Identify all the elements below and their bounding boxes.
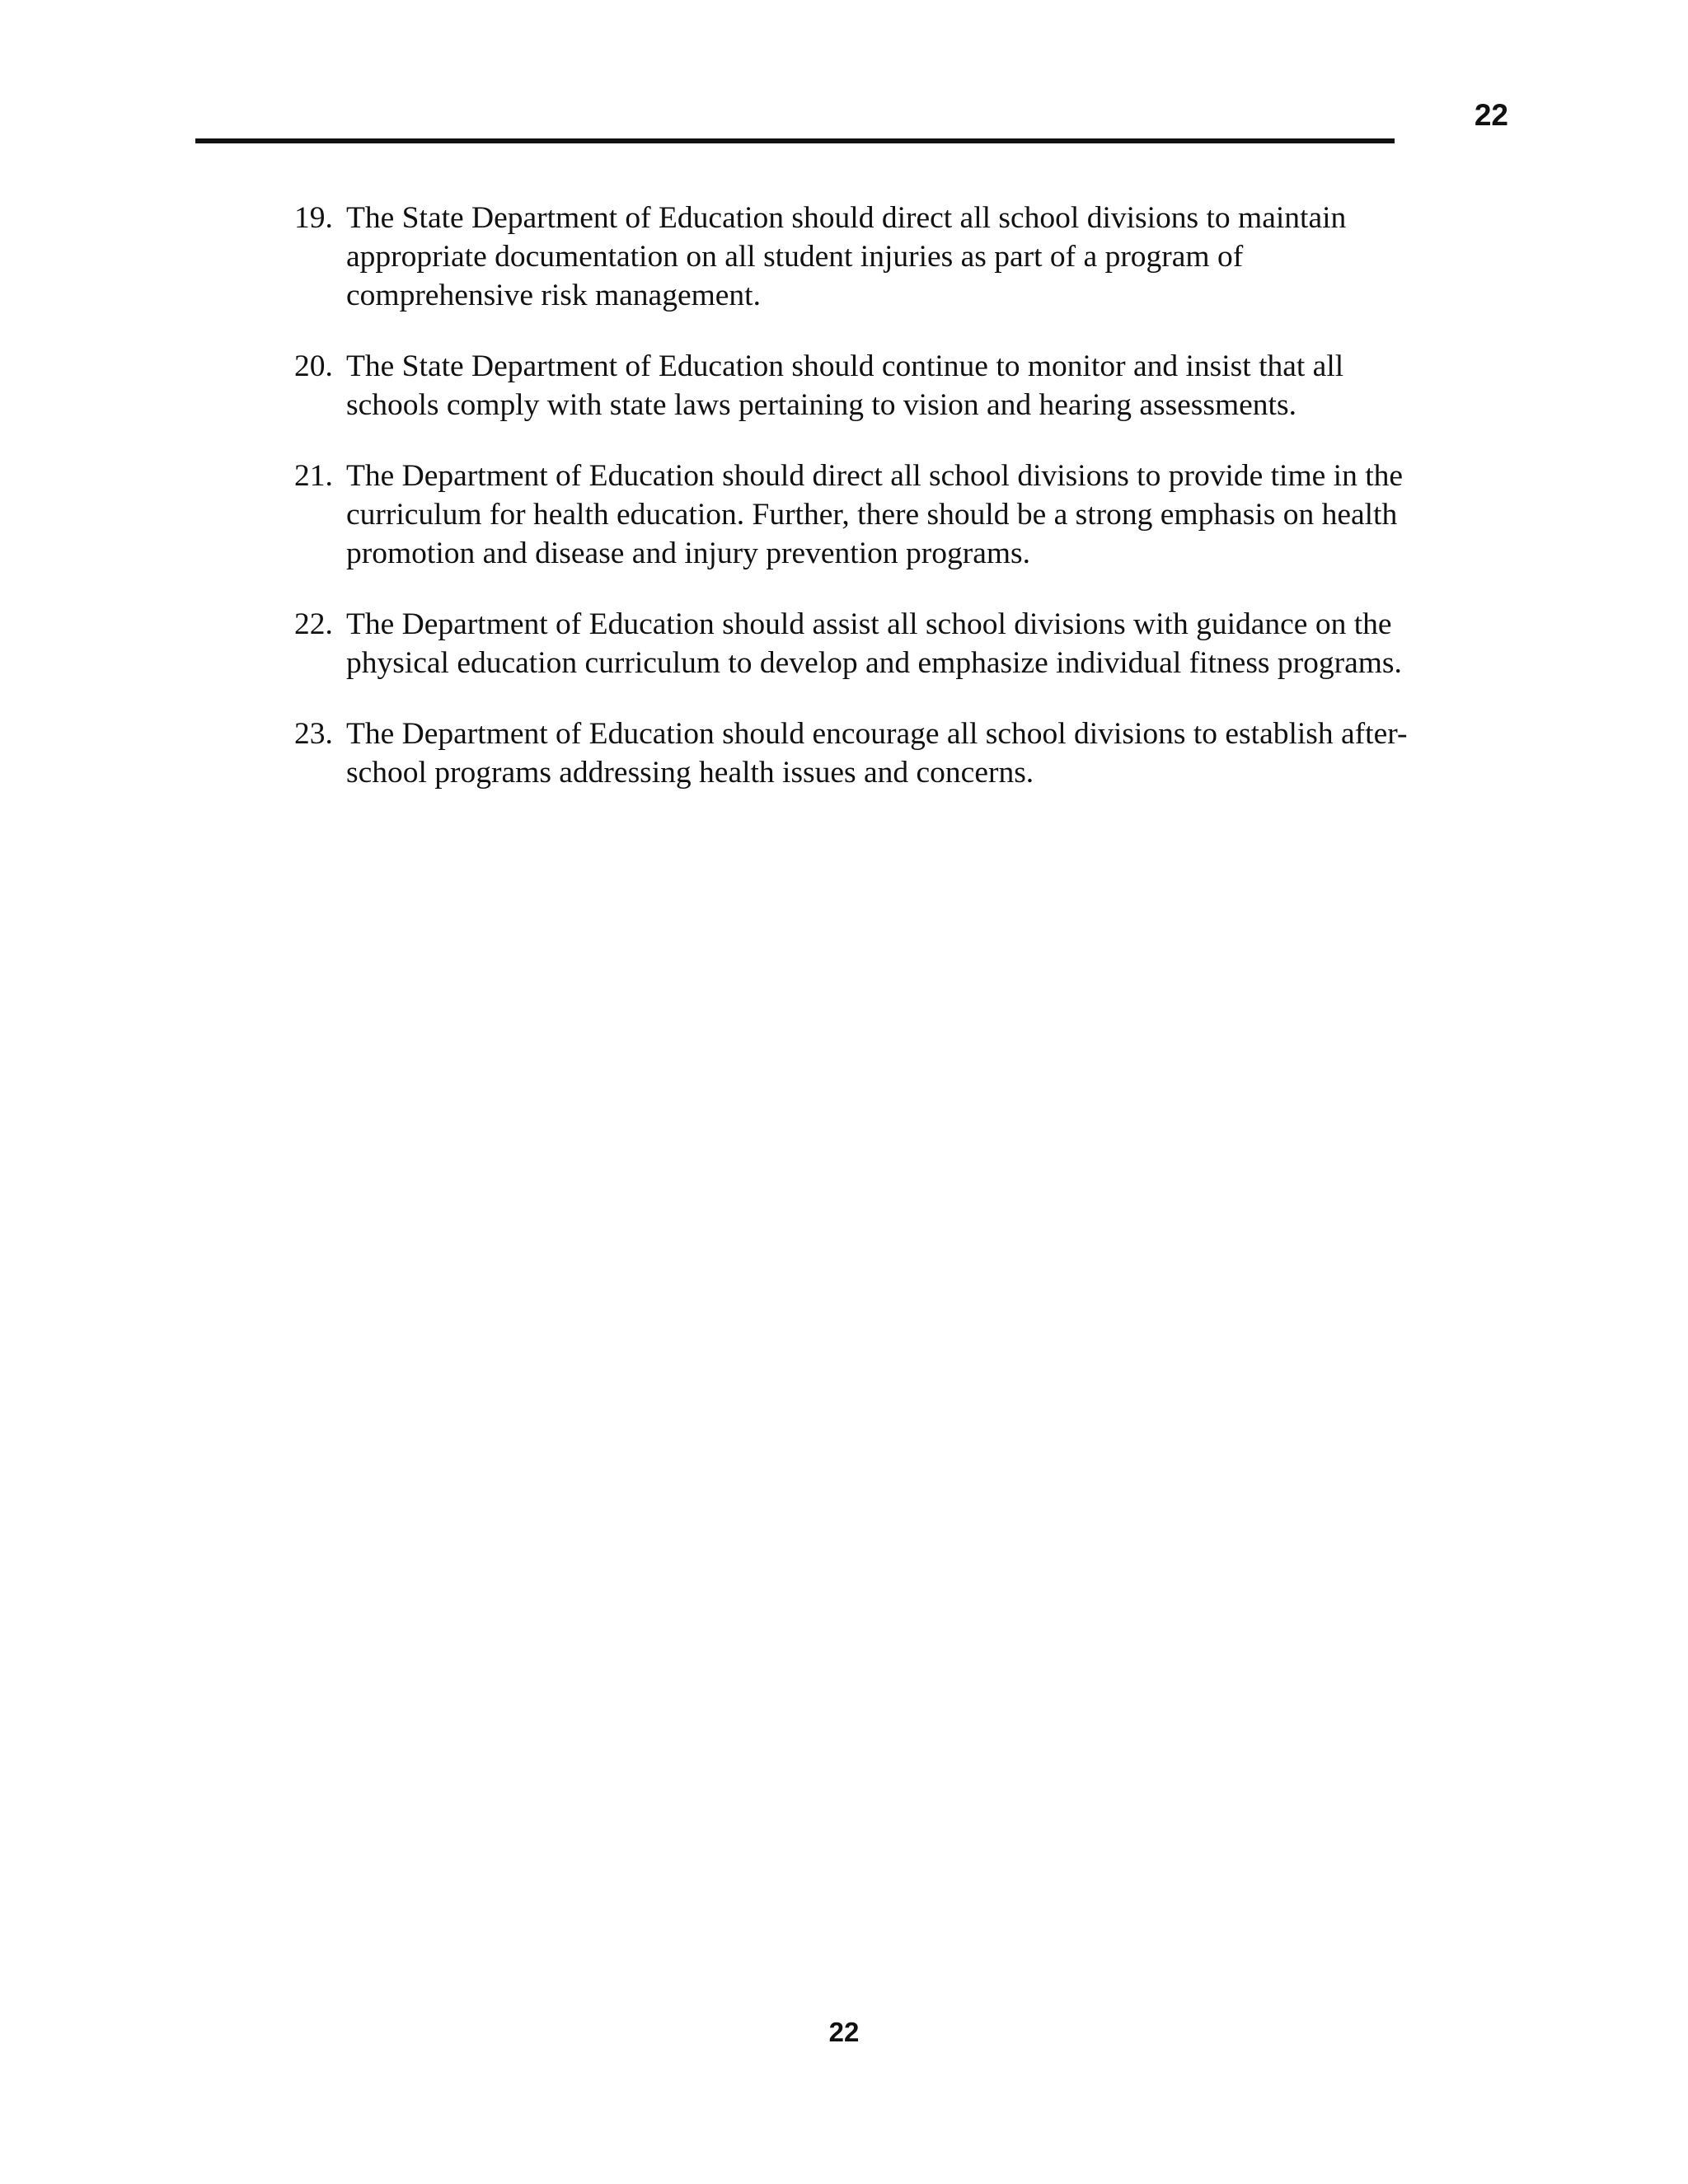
recommendation-text-line: The Department of Education should direct all school divisions to provide time in the [346, 459, 1404, 493]
recommendation-text-line: curriculum for health education. Further, there should be a strong emphasis on health [346, 498, 1398, 532]
recommendation-number: 20. [294, 349, 333, 383]
recommendation-item [294, 715, 1506, 792]
recommendation-text-line: The State Department of Education should direct all school divisions to maintain [346, 201, 1347, 235]
recommendation-number: 23. [294, 717, 333, 751]
recommendation-text-line: appropriate documentation on all student injuries as part of a program of [346, 240, 1244, 274]
recommendation-item [294, 199, 1506, 315]
recommendation-text-line: promotion and disease and injury prevention programs. [346, 537, 1031, 570]
footer-page-number: 22 [828, 2017, 860, 2047]
recommendation-text-line: The State Department of Education should continue to monitor and insist that all [346, 349, 1344, 383]
recommendation-text-line: comprehensive risk management. [346, 279, 761, 312]
recommendation-number: 22. [294, 607, 333, 641]
header-divider [195, 138, 1395, 143]
recommendation-item [294, 347, 1506, 424]
recommendation-item [294, 457, 1506, 573]
recommendation-text-line: The Department of Education should encourage all school divisions to establish after- [346, 717, 1408, 751]
recommendation-number: 21. [294, 459, 333, 493]
recommendation-item [294, 605, 1506, 682]
recommendation-text-line: physical education curriculum to develop and emphasize individual fitness programs. [346, 646, 1402, 680]
header-page-number: 22 [1474, 98, 1508, 132]
recommendation-text-line: The Department of Education should assist all school divisions with guidance on the [346, 607, 1392, 641]
recommendation-list [294, 199, 1506, 824]
recommendation-text-line: school programs addressing health issues and concerns. [346, 756, 1034, 790]
recommendation-number: 19. [294, 201, 333, 235]
recommendation-text-line: schools comply with state laws pertaining to vision and hearing assessments. [346, 388, 1296, 422]
